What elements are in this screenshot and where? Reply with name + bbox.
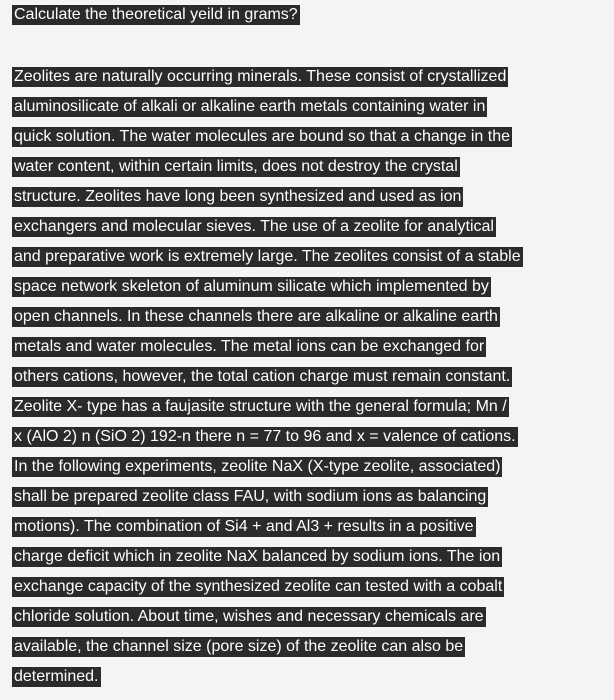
passage-line: x (AlO 2) n (SiO 2) 192-n there n = 77 to 96 and x = valence of cations. <box>14 428 516 445</box>
question-heading: Calculate the theoretical yeild in grams? <box>14 6 298 23</box>
passage-line: quick solution. The water molecules are bound so that a change in the <box>14 128 511 145</box>
passage-line: others cations, however, the total cation charge must remain constant. <box>14 368 511 385</box>
passage-line: charge deficit which in zeolite NaX balanced by sodium ions. The ion <box>14 548 501 565</box>
passage-line: determined. <box>14 668 99 685</box>
passage-line: chloride solution. About time, wishes and necessary chemicals are <box>14 608 484 625</box>
passage-line: exchange capacity of the synthesized zeolite can tested with a cobalt <box>14 578 503 595</box>
passage-line: space network skeleton of aluminum silicate which implemented by <box>14 278 489 295</box>
passage-line: aluminosilicate of alkali or alkaline earth metals containing water in <box>14 98 486 115</box>
passage-line: and preparative work is extremely large. The zeolites consist of a stable <box>14 248 521 265</box>
passage-line: Zeolites are naturally occurring minerals. These consist of crystallized <box>14 68 507 85</box>
passage-line: open channels. In these channels there are alkaline or alkaline earth <box>14 308 498 325</box>
passage-line: exchangers and molecular sieves. The use of a zeolite for analytical <box>14 218 494 235</box>
passage-line: In the following experiments, zeolite NaX (X-type zeolite, associated) <box>14 458 501 475</box>
passage-line: Zeolite X- type has a faujasite structure with the general formula; Mn / <box>14 398 507 415</box>
passage-line: available, the channel size (pore size) of the zeolite can also be <box>14 638 464 655</box>
passage-line: structure. Zeolites have long been synthesized and used as ion <box>14 188 462 205</box>
passage-line: water content, within certain limits, does not destroy the crystal <box>14 158 458 175</box>
passage-line: motions). The combination of Si4 + and Al3 + results in a positive <box>14 518 474 535</box>
passage-line: shall be prepared zeolite class FAU, with sodium ions as balancing <box>14 488 487 505</box>
passage-line: metals and water molecules. The metal ions can be exchanged for <box>14 338 485 355</box>
